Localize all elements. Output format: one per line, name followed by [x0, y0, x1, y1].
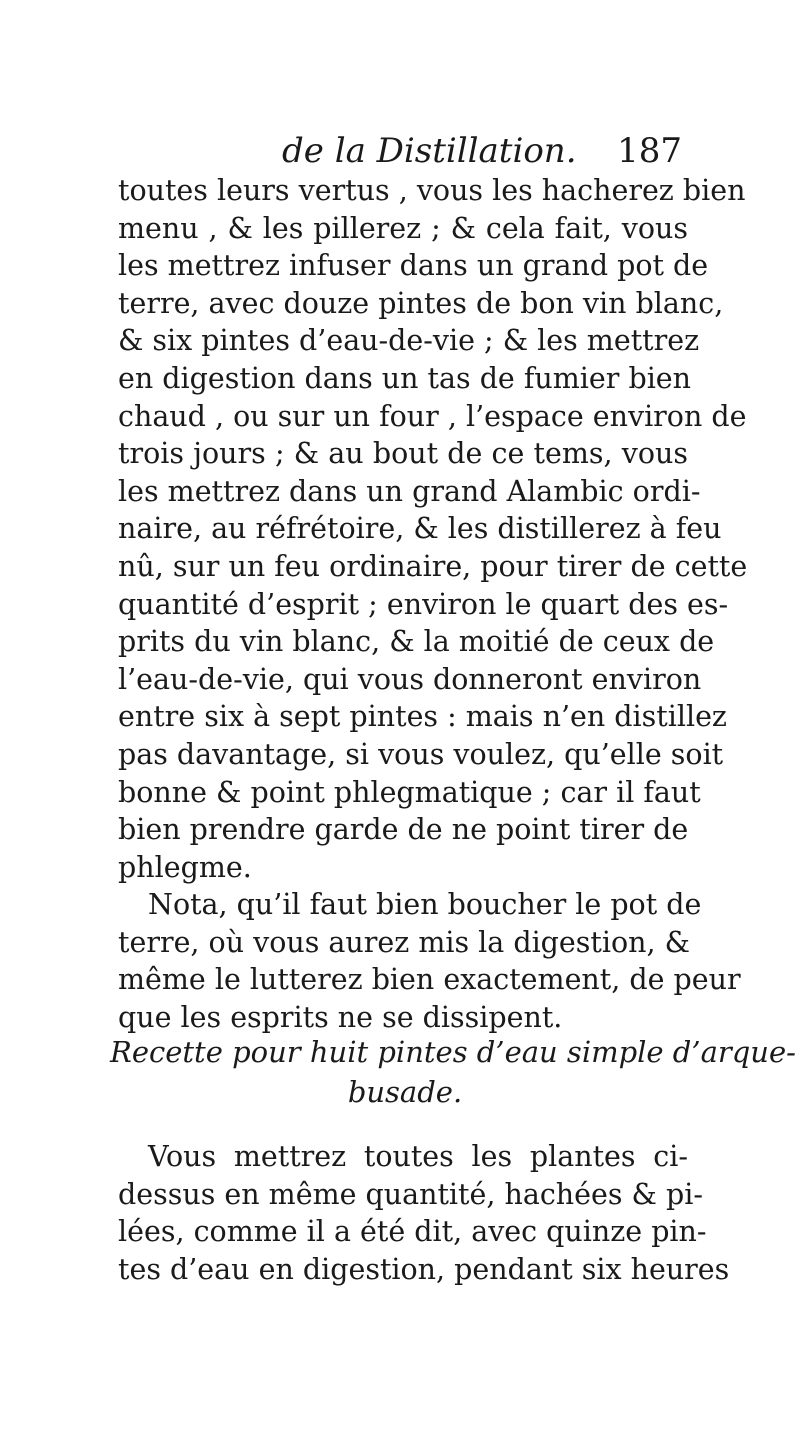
- text-line: entre six à sept pintes : mais n’en distillez: [118, 700, 727, 734]
- text-line: & six pintes d’eau-de-vie ; & les mettrez: [118, 324, 700, 358]
- recipe-heading: [110, 1032, 796, 1112]
- text-line: pas davantage, si vous voulez, qu’elle soit: [118, 737, 724, 771]
- text-line: dessus en même quantité, hachées & pi-: [118, 1177, 703, 1211]
- text-line: tes d’eau en digestion, pendant six heures: [118, 1252, 730, 1286]
- paragraph-3: [118, 1138, 730, 1288]
- text-line: menu , & les pillerez ; & cela fait, vous: [118, 211, 688, 245]
- text-line: bonne & point phlegmatique ; car il faut: [118, 775, 701, 809]
- page-number: 187: [617, 131, 682, 171]
- text-line: phlegme.: [118, 850, 252, 884]
- text-line: prits du vin blanc, & la moitié de ceux de: [118, 625, 715, 659]
- text-line: terre, où vous aurez mis la digestion, &: [118, 925, 690, 959]
- running-title: de la Distillation.: [282, 131, 577, 171]
- text-line: terre, avec douze pintes de bon vin blanc,: [118, 286, 724, 320]
- text-line: nû, sur un feu ordinaire, pour tirer de cette: [118, 549, 748, 583]
- text-line: l’eau-de-vie, qui vous donneront environ: [118, 662, 702, 696]
- text-line: trois jours ; & au bout de ce tems, vous: [118, 437, 688, 471]
- text-line: toutes leurs vertus , vous les hacherez bien: [118, 174, 746, 207]
- text-line: que les esprits ne se dissipent.: [118, 1001, 563, 1035]
- text-line: bien prendre garde de ne point tirer de: [118, 813, 689, 847]
- page-header: [282, 128, 682, 174]
- text-line: chaud , ou sur un four , l’espace environ de: [118, 399, 747, 433]
- text-line: les mettrez dans un grand Alambic ordi-: [118, 474, 701, 508]
- text-line: Nota, qu’il faut bien boucher le pot de: [148, 888, 702, 922]
- heading-line: Recette pour huit pintes d’eau simple d’arque-: [110, 1035, 796, 1069]
- text-line: naire, au réfrétoire, & les distillerez à feu: [118, 512, 722, 546]
- text-line: les mettrez infuser dans un grand pot de: [118, 249, 709, 283]
- paragraph-1: [118, 172, 748, 886]
- text-line: lées, comme il a été dit, avec quinze pin-: [118, 1215, 707, 1249]
- paragraph-2: [118, 886, 741, 1036]
- heading-line: busade.: [347, 1075, 463, 1109]
- text-line: même le lutterez bien exactement, de peur: [118, 963, 741, 997]
- text-line: en digestion dans un tas de fumier bien: [118, 361, 692, 395]
- text-line: quantité d’esprit ; environ le quart des es-: [118, 587, 729, 621]
- text-line: Vous mettrez toutes les plantes ci-: [148, 1140, 688, 1173]
- main-text-block: [118, 172, 748, 1037]
